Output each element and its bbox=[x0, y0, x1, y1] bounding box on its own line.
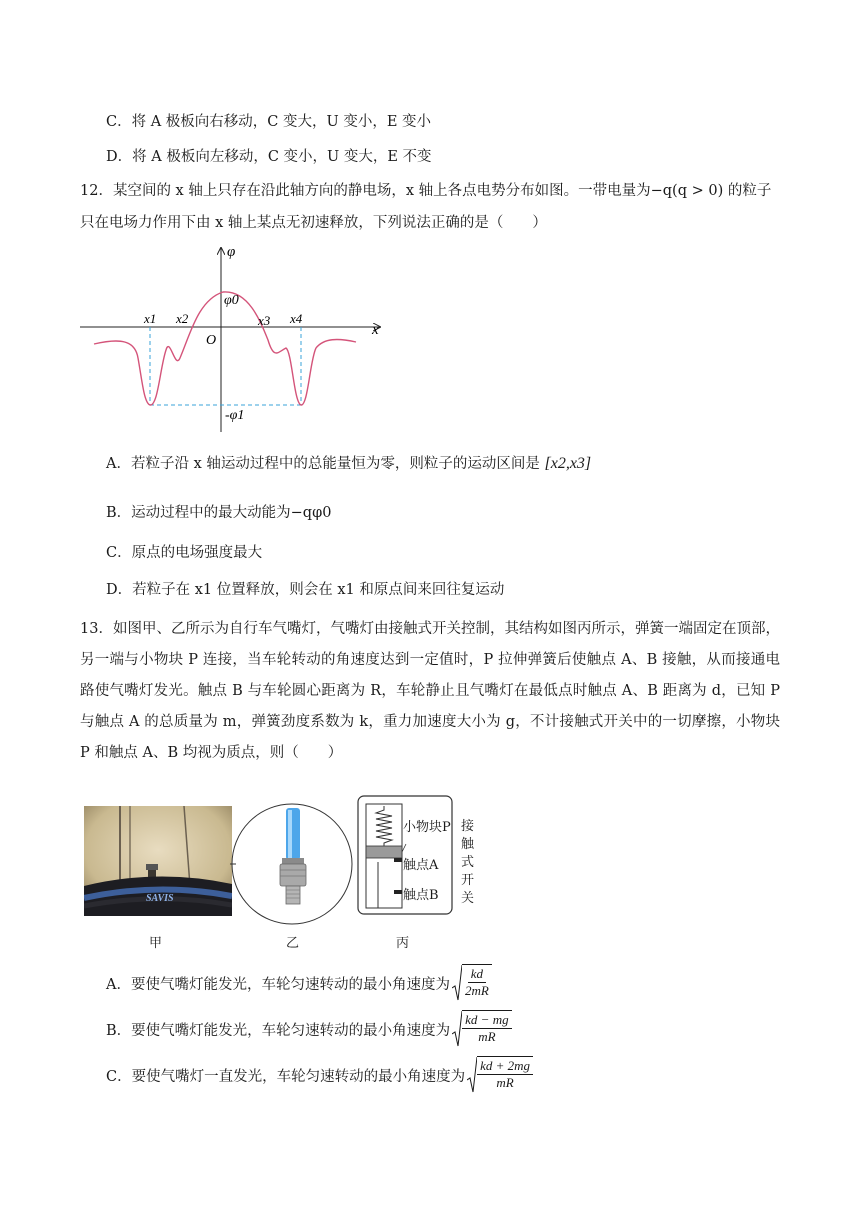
phi0-label: φ0 bbox=[224, 293, 239, 308]
q12-option-b: B．运动过程中的最大动能为−qφ0 bbox=[106, 505, 332, 521]
x2-label: x2 bbox=[176, 311, 189, 326]
q12-stem-line2: 只在电场力作用下由 x 轴上某点无初速释放，下列说法正确的是（ ） bbox=[80, 215, 547, 231]
x4-label: x4 bbox=[290, 311, 303, 326]
q13-option-c-formula bbox=[467, 1056, 533, 1094]
phi-axis-label: φ bbox=[227, 244, 236, 260]
q11-option-d: D．将 A 极板向左移动，C 变小，U 变大，E 不变 bbox=[106, 149, 432, 165]
q13-option-c bbox=[106, 1056, 533, 1094]
q13-option-b-formula bbox=[452, 1010, 511, 1048]
q12-option-a bbox=[106, 452, 591, 473]
figure-yi-valve-lamp bbox=[230, 800, 355, 928]
potential-curve bbox=[94, 292, 356, 405]
q11-option-c: C．将 A 极板向右移动，C 变大，U 变小，E 变小 bbox=[106, 114, 432, 130]
label-switch-vertical: 接触式开关 bbox=[461, 819, 475, 906]
q13-option-a-text: A．要使气嘴灯能发光，车轮匀速转动的最小角速度为 bbox=[106, 976, 450, 993]
label-contact-a: 触点A bbox=[403, 858, 439, 873]
q13-option-c-numerator: kd + 2mg bbox=[477, 1058, 533, 1075]
q13-option-b-text: B．要使气嘴灯能发光，车轮匀速转动的最小角速度为 bbox=[106, 1022, 451, 1039]
q13-option-a bbox=[106, 964, 492, 1002]
x1-label: x1 bbox=[144, 311, 157, 326]
q12-option-a-interval: [x2,x3] bbox=[544, 455, 592, 472]
q12-option-a-text: A．若粒子沿 x 轴运动过程中的总能量恒为零，则粒子的运动区间是 bbox=[106, 456, 540, 472]
q12-option-d: D．若粒子在 x1 位置释放，则会在 x1 和原点间来回往复运动 bbox=[106, 582, 505, 598]
q12-stem-line1: 12．某空间的 x 轴上只存在沿此轴方向的静电场，x 轴上各点电势分布如图。一带电量为−q(q > 0) 的粒子 bbox=[80, 183, 772, 199]
x3-label: x3 bbox=[258, 313, 271, 328]
q13-option-a-numerator: kd bbox=[468, 966, 486, 983]
q13-option-b-numerator: kd − mg bbox=[462, 1012, 511, 1029]
q12-option-c: C．原点的电场强度最大 bbox=[106, 545, 263, 561]
figure-yi-caption: 乙 bbox=[286, 936, 300, 951]
label-contact-b: 触点B bbox=[403, 888, 439, 903]
q13-option-b bbox=[106, 1010, 512, 1048]
neg-phi1-label: -φ1 bbox=[225, 408, 245, 423]
figure-jia-caption: 甲 bbox=[149, 936, 163, 951]
x-axis-label: x bbox=[372, 322, 379, 338]
svg-text:SAVIS: SAVIS bbox=[146, 893, 174, 904]
origin-label: O bbox=[206, 333, 217, 348]
q13-option-b-denominator: mR bbox=[478, 1029, 496, 1044]
figure-bing-caption: 丙 bbox=[396, 936, 410, 951]
figure-jia-photo bbox=[84, 806, 232, 916]
q13-option-a-formula bbox=[452, 964, 492, 1002]
q13-stem: 13．如图甲、乙所示为自行车气嘴灯，气嘴灯由接触式开关控制，其结构如图丙所示，弹簧一端固定在顶部，另一端与小物块 P 连接，当车轮转动的角速度达到一定值时，P 拉伸弹簧后使触点 A、B 接触，从而接通电路使气嘴灯发光。触点 B 与车轮圆心距离为 R，车轮静止且气嘴灯在最低点时触点 A、B 距离为 d，已知 P 与触点 A 的总质量为 m，弹簧劲度系数为 k，重力加速度大小为 g，不计接触式开关中的一切摩擦，小物块 P 和触点 A、B 均视为质点，则（ ） bbox=[80, 621, 780, 761]
q13-option-c-text: C．要使气嘴灯一直发光，车轮匀速转动的最小角速度为 bbox=[106, 1068, 466, 1085]
label-block-p: 小物块P bbox=[403, 820, 451, 835]
q13-option-c-denominator: mR bbox=[496, 1075, 514, 1090]
q13-option-a-denominator: 2mR bbox=[464, 983, 489, 998]
potential-graph bbox=[80, 240, 400, 440]
